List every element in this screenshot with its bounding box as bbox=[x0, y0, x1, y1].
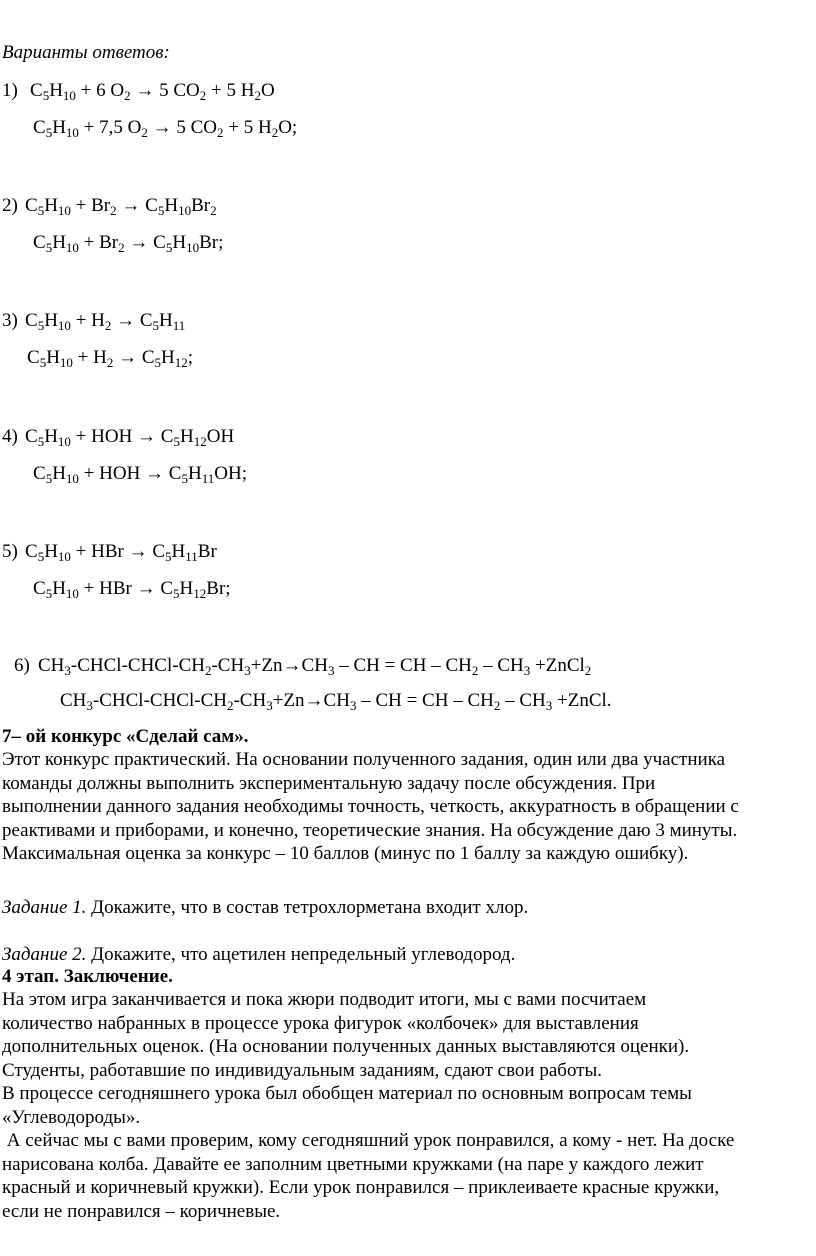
formula-text: H bbox=[44, 426, 58, 447]
formula-text: H bbox=[171, 541, 186, 562]
formula-text: +ZnCl. bbox=[552, 690, 612, 711]
task1 bbox=[2, 897, 528, 919]
formula-text: +Zn→CH bbox=[250, 655, 328, 676]
formula-text: C bbox=[33, 578, 46, 599]
formula-text: H bbox=[44, 541, 58, 562]
formula-text: → 5 CO bbox=[147, 117, 218, 138]
reaction-equation bbox=[38, 655, 591, 677]
stage4-title: 4 этап. Заключение. bbox=[2, 966, 173, 987]
formula-subscript: 10 bbox=[62, 88, 76, 103]
reaction-equation bbox=[25, 310, 185, 332]
formula-text: +ZnCl bbox=[530, 655, 585, 676]
paragraph-line: В процессе сегодняшнего урока был обобщен материал по основным вопросам темы bbox=[2, 1083, 692, 1104]
formula-text: H bbox=[161, 347, 175, 368]
formula-subscript: 5 bbox=[165, 240, 173, 255]
formula-subscript: 11 bbox=[172, 318, 186, 333]
formula-subscript: 2 bbox=[141, 125, 148, 140]
formula-subscript: 12 bbox=[193, 586, 207, 601]
formula-text: H bbox=[52, 232, 66, 253]
formula-subscript: 3 bbox=[64, 663, 71, 678]
formula-subscript: 11 bbox=[185, 549, 198, 564]
formula-subscript: 5 bbox=[45, 586, 53, 601]
formula-text: + Br bbox=[70, 195, 111, 216]
formula-subscript: 5 bbox=[37, 318, 45, 333]
reaction-equation bbox=[33, 232, 223, 254]
formula-subscript: 5 bbox=[181, 471, 188, 486]
formula-text: + HBr → C bbox=[70, 541, 166, 562]
formula-text: Br; bbox=[199, 232, 224, 253]
reaction-equation bbox=[25, 195, 217, 217]
answer-number: 4) bbox=[2, 426, 18, 447]
formula-text: H bbox=[187, 463, 202, 484]
reaction-equation bbox=[33, 117, 297, 139]
paragraph-line: команды должны выполнить экспериментальную задачу после обсуждения. При bbox=[2, 772, 656, 794]
reaction-equation bbox=[33, 578, 231, 600]
paragraph-line: дополнительных оценок. (На основании полученных данных выставляются оценки). bbox=[2, 1036, 690, 1057]
paragraph-line: количество набранных в процессе урока фигурок «колбочек» для выставления bbox=[2, 1012, 639, 1034]
formula-text: H bbox=[159, 310, 173, 331]
task1-label: Задание 1. bbox=[2, 897, 87, 918]
formula-subscript: 5 bbox=[42, 88, 50, 103]
answer-number: 3) bbox=[2, 310, 18, 331]
paragraph-line: А сейчас мы с вами проверим, кому сегодняшний урок понравился, а кому - нет. На доске bbox=[2, 1130, 735, 1151]
formula-subscript: 10 bbox=[57, 203, 71, 218]
formula-text: + 5 H bbox=[223, 117, 272, 138]
formula-text: ; bbox=[187, 347, 194, 368]
task2-text: Докажите, что ацетилен непредельный углеводород. bbox=[86, 944, 516, 965]
formula-text: Br bbox=[191, 195, 211, 216]
formula-subscript: 2 bbox=[271, 125, 279, 140]
formula-text: OH bbox=[206, 426, 235, 447]
formula-subscript: 5 bbox=[37, 434, 45, 449]
formula-subscript: 2 bbox=[204, 663, 212, 678]
formula-text: H bbox=[172, 232, 187, 253]
formula-text: → C bbox=[124, 232, 166, 253]
formula-text: → C bbox=[116, 195, 158, 216]
formula-subscript: 2 bbox=[493, 698, 501, 713]
formula-subscript: 2 bbox=[106, 355, 114, 370]
formula-subscript: 10 bbox=[178, 203, 192, 218]
formula-text: + HOH → C bbox=[70, 426, 174, 447]
formula-text: H bbox=[52, 117, 66, 138]
formula-text: → 5 CO bbox=[130, 80, 200, 101]
formula-text: C bbox=[25, 426, 38, 447]
formula-text: + Br bbox=[78, 232, 119, 253]
formula-text: → C bbox=[113, 347, 155, 368]
paragraph-line: Максимальная оценка за конкурс – 10 баллов (минус по 1 баллу за каждую ошибку). bbox=[2, 843, 689, 864]
formula-subscript: 3 bbox=[545, 698, 553, 713]
formula-subscript: 5 bbox=[165, 549, 172, 564]
formula-text: -CH bbox=[233, 690, 267, 711]
formula-text: – CH = CH – CH bbox=[334, 655, 472, 676]
formula-subscript: 2 bbox=[104, 318, 112, 333]
formula-subscript: 5 bbox=[45, 125, 53, 140]
answers-heading: Варианты ответов: bbox=[2, 42, 170, 63]
formula-text: + HOH → C bbox=[78, 463, 182, 484]
reaction-equation bbox=[60, 690, 612, 712]
formula-text: -CH bbox=[211, 655, 245, 676]
formula-text: → C bbox=[111, 310, 153, 331]
formula-text: Br bbox=[197, 541, 217, 562]
formula-text: C bbox=[25, 195, 38, 216]
formula-subscript: 10 bbox=[57, 549, 71, 564]
formula-subscript: 2 bbox=[110, 203, 117, 218]
paragraph-line: Студенты, работавшие по индивидуальным заданиям, сдают свои работы. bbox=[2, 1059, 603, 1081]
formula-subscript: 5 bbox=[45, 471, 53, 486]
formula-subscript: 5 bbox=[45, 240, 53, 255]
paragraph-line: выполнении данного задания необходимы точность, четкость, аккуратность в обращении с bbox=[2, 796, 739, 817]
reaction-equation bbox=[27, 347, 193, 369]
formula-text: +Zn→CH bbox=[272, 690, 350, 711]
formula-text: H bbox=[46, 347, 60, 368]
formula-text: H bbox=[49, 80, 63, 101]
formula-text: + H bbox=[72, 347, 107, 368]
formula-text: C bbox=[33, 232, 46, 253]
formula-subscript: 2 bbox=[254, 88, 261, 103]
formula-subscript: 2 bbox=[471, 663, 479, 678]
formula-text: – CH bbox=[500, 690, 546, 711]
formula-subscript: 10 bbox=[65, 125, 79, 140]
formula-text: H bbox=[179, 426, 194, 447]
formula-subscript: 2 bbox=[199, 88, 207, 103]
formula-subscript: 11 bbox=[201, 471, 215, 486]
paragraph-line: если не понравился – коричневые. bbox=[2, 1200, 281, 1222]
paragraph-line: реактивами и приборами, и конечно, теоретические знания. На обсуждение даю 3 минуты. bbox=[2, 819, 738, 841]
formula-text: + 7,5 O bbox=[78, 117, 142, 138]
formula-subscript: 10 bbox=[57, 318, 71, 333]
formula-text: OH; bbox=[214, 463, 247, 484]
formula-text: -CHCl-CHCl-CH bbox=[92, 690, 227, 711]
task2 bbox=[2, 944, 515, 966]
paragraph-line: На этом игра заканчивается и пока жюри подводит итоги, мы с вами посчитаем bbox=[2, 989, 647, 1010]
formula-text: H bbox=[44, 310, 58, 331]
formula-text: C bbox=[33, 117, 46, 138]
formula-subscript: 2 bbox=[124, 88, 131, 103]
task2-label: Задание 2. bbox=[2, 944, 87, 965]
formula-subscript: 3 bbox=[349, 698, 357, 713]
formula-subscript: 10 bbox=[57, 434, 71, 449]
formula-text: + 5 H bbox=[206, 80, 255, 101]
formula-text: O; bbox=[278, 117, 298, 138]
formula-subscript: 2 bbox=[118, 240, 125, 255]
formula-subscript: 3 bbox=[244, 663, 251, 678]
formula-text: C bbox=[25, 541, 38, 562]
formula-subscript: 10 bbox=[65, 240, 79, 255]
formula-text: + 6 O bbox=[75, 80, 125, 101]
answer-number: 5) bbox=[2, 541, 18, 562]
contest7-title: 7– ой конкурс «Сделай сам». bbox=[2, 726, 249, 747]
formula-text: + HBr → C bbox=[78, 578, 174, 599]
formula-subscript: 5 bbox=[37, 549, 45, 564]
formula-text: – CH bbox=[478, 655, 524, 676]
formula-text: -CHCl-CHCl-CH bbox=[70, 655, 205, 676]
formula-text: C bbox=[30, 80, 43, 101]
formula-subscript: 5 bbox=[173, 586, 180, 601]
formula-subscript: 3 bbox=[523, 663, 531, 678]
formula-subscript: 5 bbox=[39, 355, 47, 370]
formula-subscript: 10 bbox=[65, 586, 79, 601]
reaction-equation bbox=[33, 463, 247, 485]
reaction-equation bbox=[25, 426, 234, 448]
formula-subscript: 2 bbox=[210, 203, 217, 218]
formula-text: Br; bbox=[206, 578, 231, 599]
formula-subscript: 12 bbox=[174, 355, 188, 370]
task1-text: Докажите, что в состав тетрохлорметана входит хлор. bbox=[86, 897, 529, 918]
formula-subscript: 10 bbox=[186, 240, 200, 255]
formula-subscript: 10 bbox=[65, 471, 79, 486]
formula-text: H bbox=[164, 195, 179, 216]
formula-subscript: 2 bbox=[584, 663, 592, 678]
formula-subscript: 12 bbox=[193, 434, 207, 449]
formula-text: CH bbox=[60, 690, 87, 711]
formula-subscript: 3 bbox=[86, 698, 93, 713]
formula-subscript: 3 bbox=[327, 663, 335, 678]
formula-subscript: 5 bbox=[152, 318, 160, 333]
formula-text: O bbox=[260, 80, 275, 101]
formula-text: + H bbox=[70, 310, 105, 331]
paragraph-line: красный и коричневый кружки). Если урок понравился – приклеиваете красные кружки, bbox=[2, 1177, 720, 1198]
formula-text: H bbox=[52, 463, 66, 484]
formula-text: CH bbox=[38, 655, 65, 676]
formula-subscript: 2 bbox=[226, 698, 234, 713]
answer-number: 1) bbox=[2, 80, 18, 101]
formula-subscript: 5 bbox=[157, 203, 165, 218]
formula-text: C bbox=[33, 463, 46, 484]
formula-subscript: 10 bbox=[59, 355, 73, 370]
formula-text: C bbox=[27, 347, 40, 368]
formula-text: H bbox=[44, 195, 58, 216]
formula-subscript: 5 bbox=[154, 355, 162, 370]
formula-subscript: 3 bbox=[266, 698, 273, 713]
paragraph-line: нарисована колба. Давайте ее заполним цветными кружками (на паре у каждого лежит bbox=[2, 1153, 704, 1175]
answer-number: 6) bbox=[14, 655, 30, 676]
answer-number: 2) bbox=[2, 195, 18, 216]
paragraph-line: «Углеводороды». bbox=[2, 1106, 141, 1128]
reaction-equation bbox=[25, 541, 217, 563]
reaction-equation bbox=[30, 80, 275, 102]
formula-subscript: 5 bbox=[37, 203, 45, 218]
formula-subscript: 5 bbox=[173, 434, 180, 449]
formula-text: H bbox=[179, 578, 194, 599]
formula-subscript: 2 bbox=[217, 125, 224, 140]
paragraph-line: Этот конкурс практический. На основании полученного задания, один или два участника bbox=[2, 749, 726, 770]
formula-text: – CH = CH – CH bbox=[356, 690, 494, 711]
formula-text: H bbox=[52, 578, 66, 599]
formula-text: C bbox=[25, 310, 38, 331]
